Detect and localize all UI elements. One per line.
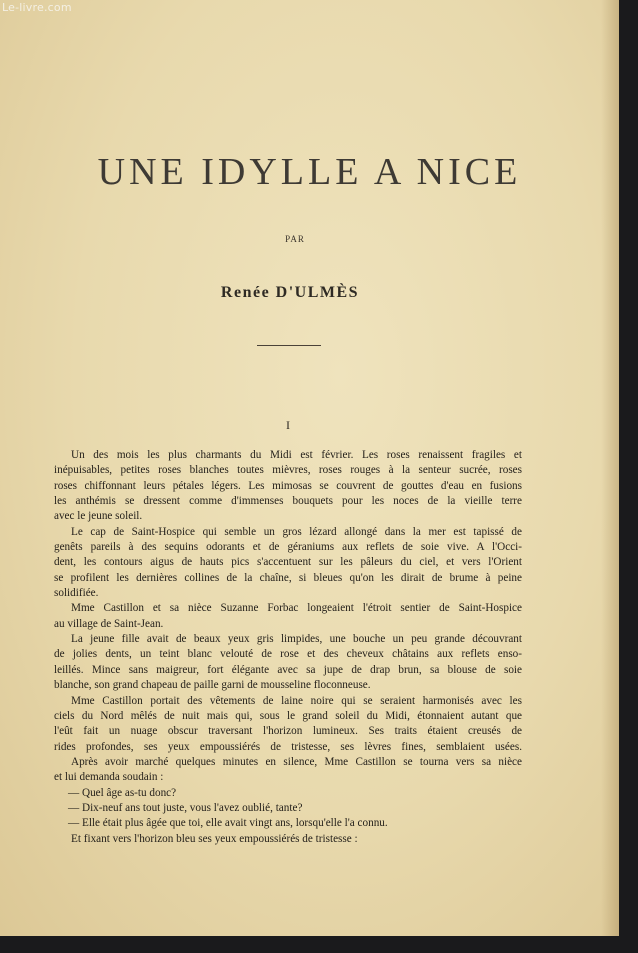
text-line: de jolies dents, un teint blanc velouté de rose et des cheveux châtains aux reflets enso- xyxy=(54,648,522,661)
text-line: se profilent les dernières collines de la chaîne, si bleues qu'on les dirait de brume à peine xyxy=(54,571,522,584)
text-line: avec le jeune soleil. xyxy=(54,510,143,523)
text-line: solidifiée. xyxy=(54,587,99,600)
text-line: Après avoir marché quelques minutes en silence, Mme Castillon se tourna vers sa nièce xyxy=(71,755,522,768)
text-line: leillés. Mince sans maigreur, fort élégante avec sa jupe de drap brun, sa blouse de soie xyxy=(54,663,522,676)
site-watermark: Le-livre.com xyxy=(2,1,72,14)
text-line: Mme Castillon portait des vêtements de laine noire qui se seraient harmonisés avec les xyxy=(71,694,522,707)
dialogue-line: — Dix-neuf ans tout juste, vous l'avez oublié, tante? xyxy=(68,801,303,814)
author-name: Renée D'ULMÈS xyxy=(220,284,360,301)
text-line: roses chiffonnant leurs pétales légers. Les mimosas se couvrent de gouttes d'eau en fusions xyxy=(54,479,522,492)
text-line: genêts pareils à des sequins odorants et de géraniums aux reflets de soie vive. A l'Occi- xyxy=(54,541,522,554)
text-line: blanche, son grand chapeau de paille garni de mousseline floconneuse. xyxy=(54,679,371,692)
page-title: UNE IDYLLE A NICE xyxy=(97,151,522,193)
text-line: Le cap de Saint-Hospice qui semble un gros lézard allongé dans la mer est tapissé de xyxy=(71,525,522,538)
text-line: Un des mois les plus charmants du Midi est février. Les roses renaissent fragiles et xyxy=(71,449,522,461)
text-line: et lui demanda soudain : xyxy=(54,771,164,784)
text-line: ciels du Nord mêlés de nuit mais qui, sous le grand soleil du Midi, étonnaient autant que xyxy=(54,709,522,722)
text-line: l'eût fait un nuage obscur traversant l'horizon lumineux. Ses traits étaient creusés de xyxy=(54,725,522,738)
dialogue-line: — Quel âge as-tu donc? xyxy=(68,786,177,799)
spine-shadow xyxy=(0,160,8,460)
text-line: au village de Saint-Jean. xyxy=(54,617,164,630)
text-line: rides profondes, ses yeux empoussiérés de tristesse, ses lèvres fines, semblaient usées. xyxy=(54,740,522,753)
text-line: les anthémis se dressent comme d'immenses bouquets pour les noces de la vieille terre xyxy=(54,495,522,508)
text-line: Et fixant vers l'horizon bleu ses yeux empoussiérés de tristesse : xyxy=(71,832,358,845)
chapter-number: I xyxy=(286,418,290,432)
byline-label: PAR xyxy=(285,234,305,244)
body-text xyxy=(54,448,522,847)
dialogue-line: — Elle était plus âgée que toi, elle avait vingt ans, lorsqu'elle l'a connu. xyxy=(68,817,388,830)
text-line: inépuisables, petites roses blanches toutes mièvres, roses rouges à la senteur sucrée, roses xyxy=(54,464,522,477)
title-divider xyxy=(257,345,321,346)
text-line: La jeune fille avait de beaux yeux gris limpides, une bouche un peu grande découvrant xyxy=(71,633,522,646)
text-line: dent, les contours aigus de hauts pics s'accentuent sur les pâleurs du ciel, et vers l'Orient xyxy=(54,556,522,569)
text-line: Mme Castillon et sa nièce Suzanne Forbac longeaient l'étroit sentier de Saint-Hospice xyxy=(71,602,522,615)
